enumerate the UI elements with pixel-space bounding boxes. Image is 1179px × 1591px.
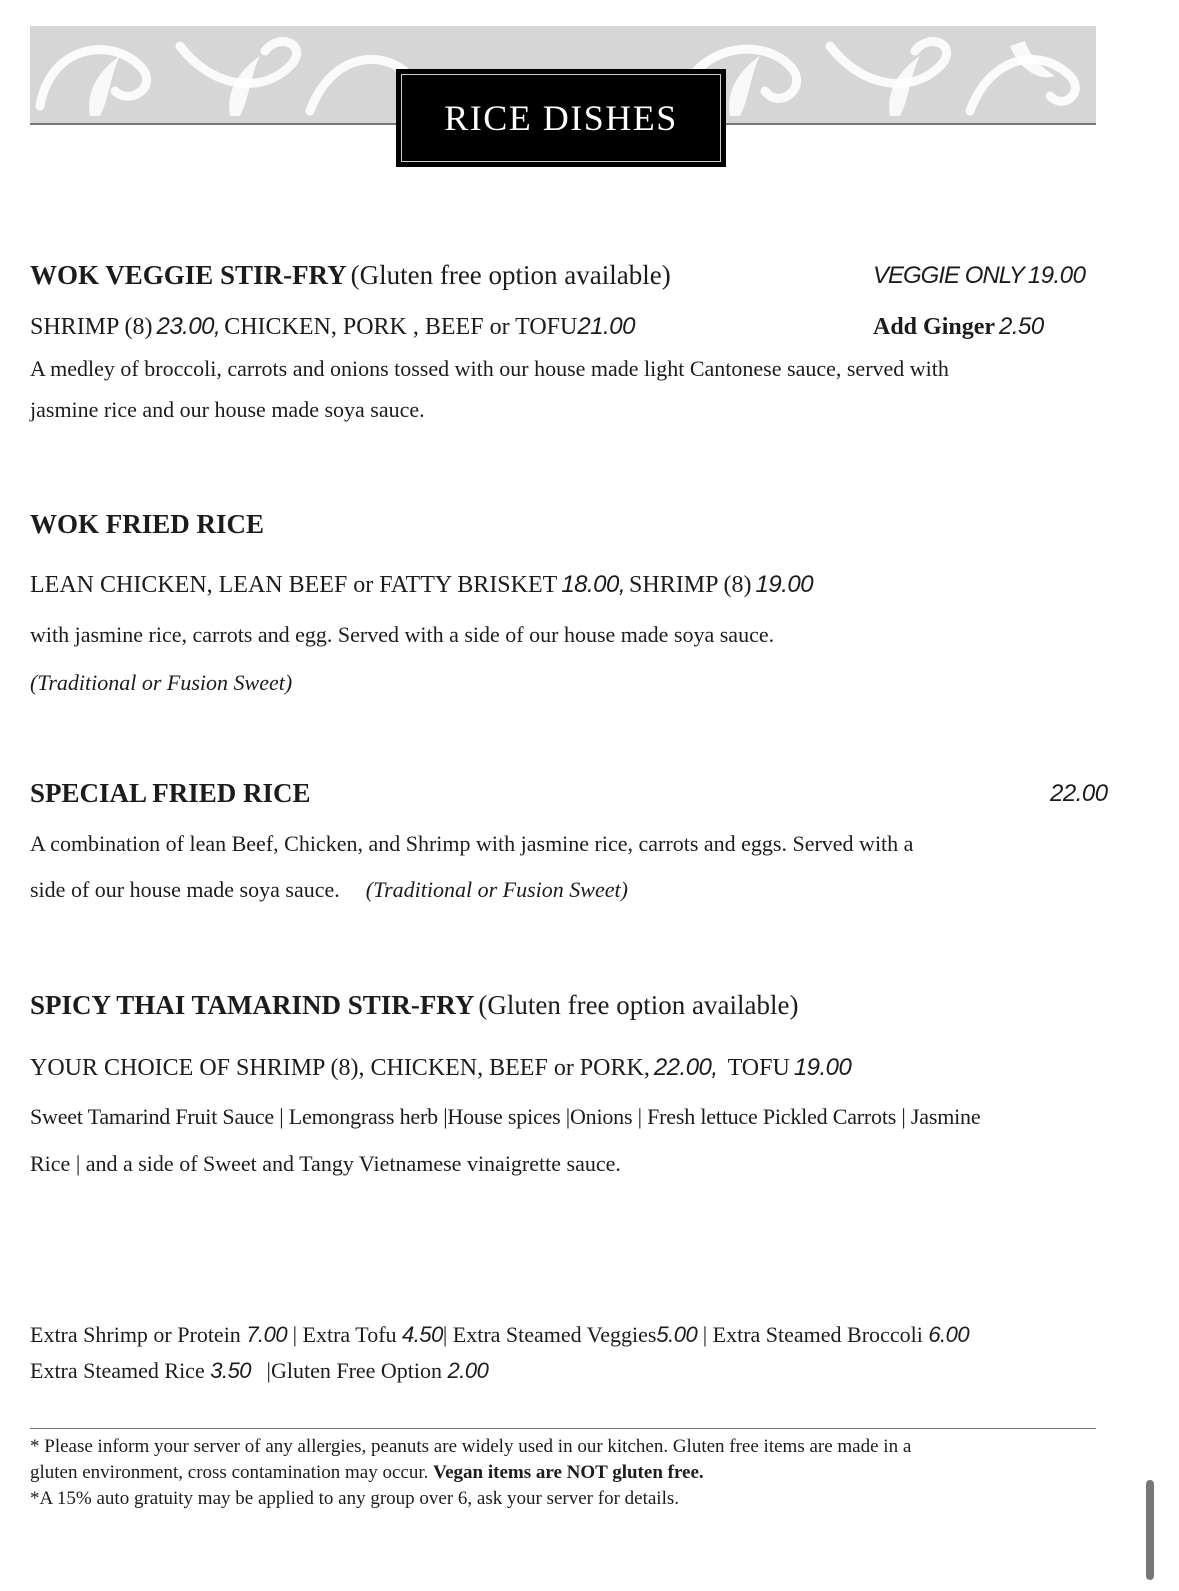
dish-name: WOK VEGGIE STIR-FRY	[30, 260, 347, 290]
scrollbar-thumb[interactable]	[1146, 1480, 1154, 1580]
allergy-notice: * Please inform your server of any allergies, peanuts are widely used in our kitchen. Gluten free items are made in a gluten environment, cross contamination may occur. Vegan items are NOT gluten free. *A 15% auto gratuity may be applied to any group over 6, ask your server for details.	[30, 1436, 912, 1509]
wok-veggie-desc-2: jasmine rice and our house made soya sauce.	[30, 397, 425, 422]
dish-wok-veggie-title	[30, 260, 671, 291]
special-desc-2-line: side of our house made soya sauce. (Traditional or Fusion Sweet)	[30, 877, 628, 902]
veggie-only-price	[873, 262, 1085, 290]
extras-line-1: Extra Shrimp or Protein 7.00 | Extra Tofu 4.50| Extra Steamed Veggies5.00 | Extra Steamed Broccoli 6.00	[30, 1322, 970, 1347]
wok-fried-protein-line: LEAN CHICKEN, LEAN BEEF or FATTY BRISKET 18.00, SHRIMP (8) 19.00	[30, 571, 814, 598]
thai-protein-line: YOUR CHOICE OF SHRIMP (8), CHICKEN, BEEF or PORK, 22.00, TOFU 19.00	[30, 1054, 852, 1081]
thai-desc-1: Sweet Tamarind Fruit Sauce | Lemongrass herb |House spices |Onions | Fresh lettuce Pickled Carrots | Jasmine	[30, 1104, 981, 1129]
footer-rule	[30, 1428, 1096, 1429]
wok-fried-desc: with jasmine rice, carrots and egg. Served with a side of our house made soya sauce.	[30, 622, 775, 647]
add-ginger: Add Ginger 2.50	[873, 313, 1044, 340]
special-desc-1: A combination of lean Beef, Chicken, and Shrimp with jasmine rice, carrots and eggs. Served with a	[30, 831, 914, 856]
section-title-box	[396, 69, 726, 167]
special-price: 22.00	[1050, 780, 1108, 807]
veggie-only-value: 19.00	[1027, 262, 1086, 289]
dish-wok-fried-title: WOK FRIED RICE	[30, 509, 265, 539]
dish-thai-title: SPICY THAI TAMARIND STIR-FRY (Gluten free option available)	[30, 990, 799, 1020]
thai-desc-2: Rice | and a side of Sweet and Tangy Vietnamese vinaigrette sauce.	[30, 1151, 621, 1176]
page-title: RICE DISHES	[444, 98, 678, 138]
wok-veggie-protein-line: SHRIMP (8) 23.00, CHICKEN, PORK , BEEF or TOFU21.00	[30, 313, 635, 340]
dish-note: (Gluten free option available)	[350, 260, 671, 290]
wok-veggie-desc-1: A medley of broccoli, carrots and onions tossed with our house made light Cantonese sauce, served with	[30, 356, 949, 381]
veggie-only-label: VEGGIE ONLY	[873, 262, 1024, 289]
wok-fried-style: (Traditional or Fusion Sweet)	[30, 670, 293, 695]
extras-line-2: Extra Steamed Rice 3.50 |Gluten Free Option 2.00	[30, 1358, 489, 1383]
dish-special-title: SPECIAL FRIED RICE	[30, 778, 311, 808]
